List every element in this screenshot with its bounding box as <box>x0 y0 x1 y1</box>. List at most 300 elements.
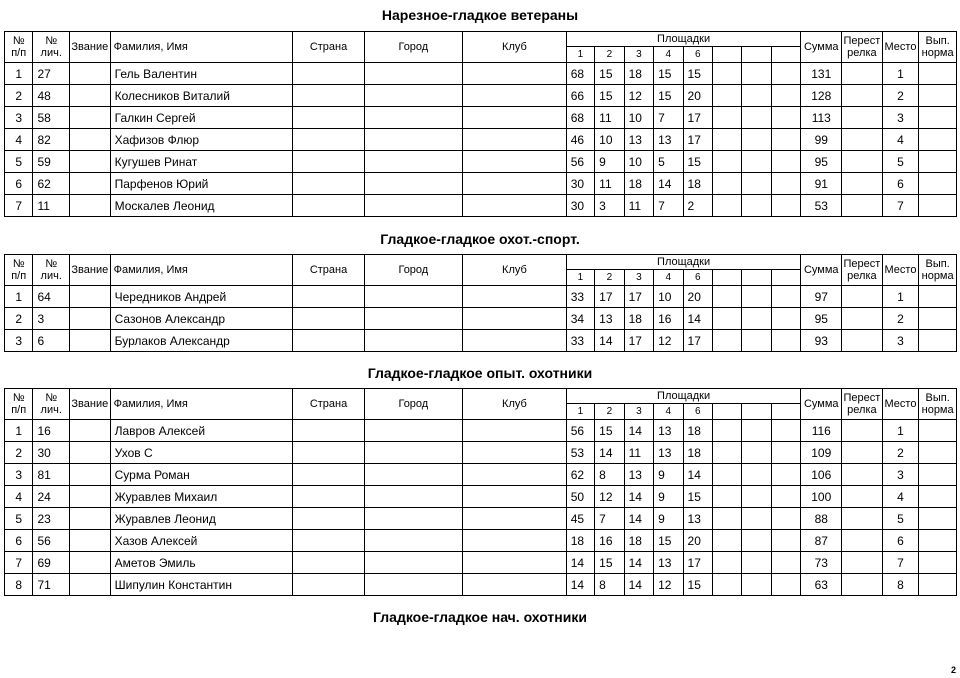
row-norm <box>919 173 957 195</box>
row-score: 18 <box>683 420 712 442</box>
row-score: 11 <box>624 195 653 217</box>
row-city <box>364 486 463 508</box>
row-city <box>364 508 463 530</box>
row-score-blank <box>771 330 801 352</box>
row-num: 5 <box>5 508 33 530</box>
results-table <box>4 31 957 217</box>
row-rank <box>70 486 111 508</box>
row-city <box>364 85 463 107</box>
row-score: 5 <box>654 151 683 173</box>
row-score: 13 <box>624 464 653 486</box>
row-score: 14 <box>683 308 712 330</box>
row-score: 14 <box>566 552 594 574</box>
row-country <box>293 420 364 442</box>
row-score: 12 <box>654 574 683 596</box>
area-number: 1 <box>566 404 594 420</box>
row-place: 7 <box>882 552 919 574</box>
row-rank <box>70 420 111 442</box>
row-score: 9 <box>654 508 683 530</box>
row-country <box>293 464 364 486</box>
row-score: 7 <box>654 107 683 129</box>
row-score: 9 <box>654 464 683 486</box>
row-norm <box>919 508 957 530</box>
row-score-blank <box>771 574 801 596</box>
row-club <box>463 530 567 552</box>
row-lic: 23 <box>33 508 70 530</box>
area-blank <box>712 270 741 286</box>
row-score: 18 <box>566 530 594 552</box>
row-country <box>293 530 364 552</box>
col-norm: Вып. норма <box>919 255 957 286</box>
row-norm <box>919 63 957 85</box>
col-shootoff: Перест релка <box>842 32 883 63</box>
row-score: 14 <box>595 442 624 464</box>
row-score-blank <box>712 85 741 107</box>
row-shootoff <box>842 286 883 308</box>
row-score: 13 <box>595 308 624 330</box>
row-country <box>293 552 364 574</box>
row-country <box>293 330 364 352</box>
row-lic: 16 <box>33 420 70 442</box>
row-city <box>364 442 463 464</box>
row-place: 3 <box>882 107 919 129</box>
row-lic: 62 <box>33 173 70 195</box>
row-shootoff <box>842 107 883 129</box>
row-score-blank <box>771 107 801 129</box>
row-score: 15 <box>595 85 624 107</box>
row-score: 17 <box>683 330 712 352</box>
row-name: Журавлев Леонид <box>110 508 293 530</box>
row-place: 1 <box>882 420 919 442</box>
row-shootoff <box>842 508 883 530</box>
area-number: 6 <box>683 404 712 420</box>
row-club <box>463 195 567 217</box>
row-shootoff <box>842 420 883 442</box>
row-sum: 93 <box>801 330 842 352</box>
row-country <box>293 486 364 508</box>
row-score-blank <box>712 129 741 151</box>
row-score: 14 <box>624 574 653 596</box>
row-rank <box>70 85 111 107</box>
table-row <box>5 129 957 151</box>
row-num: 1 <box>5 286 33 308</box>
col-country: Страна <box>293 32 364 63</box>
row-score-blank <box>712 464 741 486</box>
row-score: 17 <box>683 107 712 129</box>
row-club <box>463 442 567 464</box>
table-row <box>5 330 957 352</box>
section-title: Гладкое-гладкое охот.-спорт. <box>380 231 580 247</box>
row-score: 12 <box>624 85 653 107</box>
row-score: 10 <box>624 107 653 129</box>
row-score: 30 <box>566 195 594 217</box>
col-shootoff: Перест релка <box>842 255 883 286</box>
row-sum: 113 <box>801 107 842 129</box>
row-club <box>463 574 567 596</box>
row-place: 2 <box>882 308 919 330</box>
row-score-blank <box>742 442 771 464</box>
row-score-blank <box>742 574 771 596</box>
row-score: 17 <box>624 286 653 308</box>
row-lic: 58 <box>33 107 70 129</box>
row-score: 17 <box>683 552 712 574</box>
row-score: 8 <box>595 574 624 596</box>
row-score-blank <box>712 286 741 308</box>
row-num: 1 <box>5 63 33 85</box>
row-score: 18 <box>624 308 653 330</box>
row-country <box>293 286 364 308</box>
row-score-blank <box>742 486 771 508</box>
row-name: Журавлев Михаил <box>110 486 293 508</box>
col-city: Город <box>364 255 463 286</box>
row-score-blank <box>712 420 741 442</box>
row-club <box>463 85 567 107</box>
row-score-blank <box>742 420 771 442</box>
area-number: 2 <box>595 47 624 63</box>
row-club <box>463 552 567 574</box>
col-name: Фамилия, Имя <box>110 32 293 63</box>
table-row <box>5 286 957 308</box>
row-score: 16 <box>654 308 683 330</box>
row-rank <box>70 195 111 217</box>
row-city <box>364 151 463 173</box>
col-sum: Сумма <box>801 32 842 63</box>
area-blank <box>771 47 801 63</box>
row-score-blank <box>771 420 801 442</box>
area-number: 3 <box>624 270 653 286</box>
row-shootoff <box>842 464 883 486</box>
row-score: 30 <box>566 173 594 195</box>
area-number: 3 <box>624 404 653 420</box>
row-score-blank <box>771 151 801 173</box>
row-score: 10 <box>654 286 683 308</box>
row-score: 18 <box>624 530 653 552</box>
row-country <box>293 508 364 530</box>
row-name: Ухов С <box>110 442 293 464</box>
area-blank <box>712 47 741 63</box>
row-score: 56 <box>566 151 594 173</box>
row-score-blank <box>742 129 771 151</box>
row-score: 20 <box>683 286 712 308</box>
row-score: 14 <box>624 552 653 574</box>
row-score: 33 <box>566 330 594 352</box>
row-city <box>364 195 463 217</box>
row-lic: 71 <box>33 574 70 596</box>
table-row <box>5 107 957 129</box>
row-score: 53 <box>566 442 594 464</box>
row-norm <box>919 107 957 129</box>
row-name: Галкин Сергей <box>110 107 293 129</box>
row-score: 11 <box>595 173 624 195</box>
row-score-blank <box>771 464 801 486</box>
row-score-blank <box>742 107 771 129</box>
row-score-blank <box>712 508 741 530</box>
row-city <box>364 173 463 195</box>
row-score: 18 <box>624 63 653 85</box>
area-number: 1 <box>566 47 594 63</box>
row-score-blank <box>742 330 771 352</box>
row-name: Шипулин Константин <box>110 574 293 596</box>
row-score: 15 <box>683 574 712 596</box>
row-score-blank <box>742 464 771 486</box>
row-shootoff <box>842 330 883 352</box>
row-name: Лавров Алексей <box>110 420 293 442</box>
row-lic: 81 <box>33 464 70 486</box>
row-club <box>463 173 567 195</box>
row-score-blank <box>712 574 741 596</box>
row-lic: 27 <box>33 63 70 85</box>
row-place: 6 <box>882 173 919 195</box>
table-row <box>5 85 957 107</box>
row-score: 15 <box>683 486 712 508</box>
area-blank <box>742 47 771 63</box>
row-shootoff <box>842 574 883 596</box>
row-score-blank <box>742 63 771 85</box>
row-score: 14 <box>624 420 653 442</box>
row-rank <box>70 151 111 173</box>
row-num: 3 <box>5 464 33 486</box>
row-score-blank <box>771 442 801 464</box>
row-club <box>463 286 567 308</box>
row-score: 10 <box>624 151 653 173</box>
row-score-blank <box>742 173 771 195</box>
row-name: Сазонов Александр <box>110 308 293 330</box>
row-club <box>463 63 567 85</box>
row-lic: 59 <box>33 151 70 173</box>
row-score: 14 <box>683 464 712 486</box>
row-sum: 106 <box>801 464 842 486</box>
row-score: 14 <box>566 574 594 596</box>
row-score: 15 <box>654 63 683 85</box>
row-place: 5 <box>882 508 919 530</box>
col-city: Город <box>364 32 463 63</box>
row-place: 1 <box>882 286 919 308</box>
row-name: Москалев Леонид <box>110 195 293 217</box>
row-norm <box>919 308 957 330</box>
row-score: 10 <box>595 129 624 151</box>
col-place: Место <box>882 255 919 286</box>
col-lic: № лич. <box>33 32 70 63</box>
row-score: 13 <box>683 508 712 530</box>
row-score: 12 <box>654 330 683 352</box>
row-place: 7 <box>882 195 919 217</box>
row-sum: 116 <box>801 420 842 442</box>
row-sum: 97 <box>801 286 842 308</box>
row-lic: 64 <box>33 286 70 308</box>
area-blank <box>771 270 801 286</box>
row-club <box>463 107 567 129</box>
row-score: 18 <box>624 173 653 195</box>
row-score: 50 <box>566 486 594 508</box>
row-score-blank <box>771 308 801 330</box>
table-row <box>5 308 957 330</box>
section-title: Гладкое-гладкое опыт. охотники <box>367 365 593 381</box>
row-rank <box>70 308 111 330</box>
row-score: 15 <box>683 151 712 173</box>
area-blank <box>742 270 771 286</box>
col-sum: Сумма <box>801 255 842 286</box>
row-rank <box>70 574 111 596</box>
row-score: 62 <box>566 464 594 486</box>
row-place: 1 <box>882 63 919 85</box>
area-number: 6 <box>683 47 712 63</box>
row-name: Хафизов Флюр <box>110 129 293 151</box>
row-club <box>463 308 567 330</box>
col-norm: Вып. норма <box>919 389 957 420</box>
row-country <box>293 63 364 85</box>
row-city <box>364 530 463 552</box>
row-num: 2 <box>5 85 33 107</box>
row-norm <box>919 420 957 442</box>
area-number: 2 <box>595 404 624 420</box>
row-lic: 30 <box>33 442 70 464</box>
table-row <box>5 151 957 173</box>
row-norm <box>919 552 957 574</box>
row-score-blank <box>742 308 771 330</box>
table-row <box>5 486 957 508</box>
row-norm <box>919 85 957 107</box>
row-country <box>293 308 364 330</box>
row-score: 17 <box>683 129 712 151</box>
row-sum: 95 <box>801 151 842 173</box>
row-norm <box>919 442 957 464</box>
row-place: 6 <box>882 530 919 552</box>
row-lic: 3 <box>33 308 70 330</box>
area-number: 4 <box>654 47 683 63</box>
row-club <box>463 129 567 151</box>
row-sum: 128 <box>801 85 842 107</box>
row-score-blank <box>712 552 741 574</box>
row-score: 14 <box>624 486 653 508</box>
row-rank <box>70 173 111 195</box>
row-score-blank <box>742 530 771 552</box>
row-sum: 131 <box>801 63 842 85</box>
row-country <box>293 442 364 464</box>
col-lic: № лич. <box>33 389 70 420</box>
row-city <box>364 330 463 352</box>
row-rank <box>70 442 111 464</box>
row-place: 4 <box>882 486 919 508</box>
row-norm <box>919 195 957 217</box>
row-place: 3 <box>882 464 919 486</box>
row-score-blank <box>712 151 741 173</box>
row-score: 12 <box>595 486 624 508</box>
row-score: 13 <box>654 129 683 151</box>
row-lic: 24 <box>33 486 70 508</box>
row-sum: 73 <box>801 552 842 574</box>
row-sum: 53 <box>801 195 842 217</box>
row-score-blank <box>712 308 741 330</box>
row-sum: 63 <box>801 574 842 596</box>
row-score: 34 <box>566 308 594 330</box>
row-name: Кугушев Ринат <box>110 151 293 173</box>
row-club <box>463 151 567 173</box>
row-club <box>463 330 567 352</box>
col-areas: Площадки <box>566 255 801 270</box>
row-norm <box>919 574 957 596</box>
row-shootoff <box>842 151 883 173</box>
row-place: 4 <box>882 129 919 151</box>
row-city <box>364 63 463 85</box>
table-row <box>5 464 957 486</box>
col-club: Клуб <box>463 389 567 420</box>
header-row <box>5 255 957 270</box>
row-shootoff <box>842 308 883 330</box>
row-score: 20 <box>683 530 712 552</box>
row-shootoff <box>842 530 883 552</box>
row-rank <box>70 63 111 85</box>
row-score: 14 <box>624 508 653 530</box>
row-num: 1 <box>5 420 33 442</box>
row-rank <box>70 508 111 530</box>
row-score-blank <box>771 286 801 308</box>
col-num: № п/п <box>5 255 33 286</box>
row-sum: 88 <box>801 508 842 530</box>
row-lic: 48 <box>33 85 70 107</box>
row-lic: 6 <box>33 330 70 352</box>
row-shootoff <box>842 63 883 85</box>
col-name: Фамилия, Имя <box>110 389 293 420</box>
row-num: 4 <box>5 486 33 508</box>
col-norm: Вып. норма <box>919 32 957 63</box>
row-sum: 99 <box>801 129 842 151</box>
table-row <box>5 442 957 464</box>
row-score-blank <box>742 85 771 107</box>
row-score: 3 <box>595 195 624 217</box>
col-lic: № лич. <box>33 255 70 286</box>
results-table <box>4 388 957 596</box>
area-number: 4 <box>654 404 683 420</box>
area-number: 6 <box>683 270 712 286</box>
row-score: 13 <box>624 129 653 151</box>
row-score-blank <box>712 486 741 508</box>
row-shootoff <box>842 486 883 508</box>
row-city <box>364 552 463 574</box>
row-lic: 56 <box>33 530 70 552</box>
row-name: Чередников Андрей <box>110 286 293 308</box>
row-club <box>463 464 567 486</box>
row-score: 8 <box>595 464 624 486</box>
row-score-blank <box>712 173 741 195</box>
row-score: 2 <box>683 195 712 217</box>
table-row <box>5 63 957 85</box>
row-rank <box>70 330 111 352</box>
row-shootoff <box>842 85 883 107</box>
col-areas: Площадки <box>566 32 801 47</box>
row-club <box>463 508 567 530</box>
row-score-blank <box>742 508 771 530</box>
col-city: Город <box>364 389 463 420</box>
row-shootoff <box>842 129 883 151</box>
row-shootoff <box>842 442 883 464</box>
row-score-blank <box>742 195 771 217</box>
row-num: 7 <box>5 195 33 217</box>
row-score: 17 <box>624 330 653 352</box>
row-rank <box>70 464 111 486</box>
row-num: 4 <box>5 129 33 151</box>
row-score: 46 <box>566 129 594 151</box>
row-score-blank <box>771 508 801 530</box>
row-place: 2 <box>882 85 919 107</box>
row-norm <box>919 486 957 508</box>
row-num: 3 <box>5 330 33 352</box>
col-areas: Площадки <box>566 389 801 404</box>
area-blank <box>712 404 741 420</box>
table-row <box>5 508 957 530</box>
row-score-blank <box>712 107 741 129</box>
row-rank <box>70 286 111 308</box>
row-score: 9 <box>654 486 683 508</box>
